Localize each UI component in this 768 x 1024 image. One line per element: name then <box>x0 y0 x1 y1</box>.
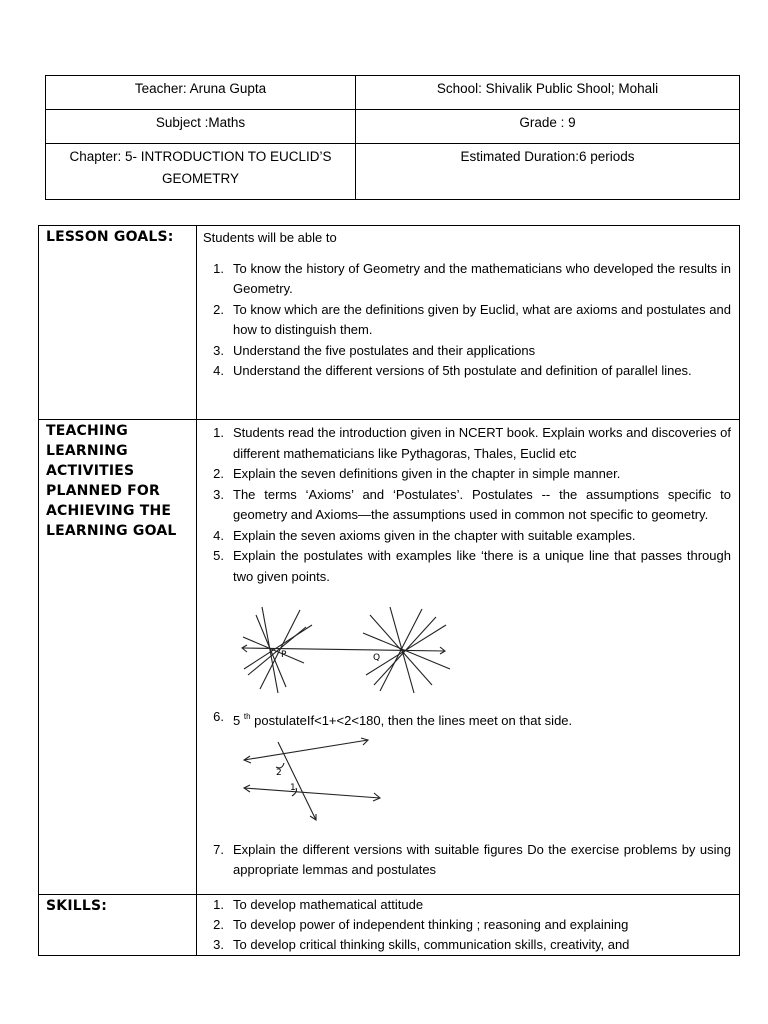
school-cell: School: Shivalik Public Shool; Mohali <box>356 76 740 110</box>
item-text: To develop mathematical attitude <box>233 897 424 912</box>
item-text: Explain the seven definitions given in the chapter in simple manner. <box>233 466 621 481</box>
list-item <box>203 361 731 382</box>
fifth-postulate-figure <box>240 736 390 828</box>
list-item <box>203 485 731 526</box>
point-p-label: P <box>281 650 287 660</box>
teaching-label-line: ACHIEVING THE <box>46 503 172 519</box>
teaching-label-cell <box>39 420 197 895</box>
angle-1-label: 1 <box>290 782 296 793</box>
lesson-goals-intro: Students will be able to <box>203 230 337 245</box>
header-table <box>45 75 740 200</box>
teaching-label-line: LEARNING <box>46 443 128 459</box>
skills-list <box>203 895 731 955</box>
teacher-cell: Teacher: Aruna Gupta <box>46 76 356 110</box>
item-text: Explain the postulates with examples like ‘there is a unique line that passes through two given points. <box>233 548 731 584</box>
item-text: To know the history of Geometry and the mathematicians who developed the results in Geometry. <box>233 260 731 296</box>
chapter-line-1: Chapter: 5- INTRODUCTION TO EUCLID’S <box>69 149 332 164</box>
list-item <box>203 464 731 485</box>
unique-line-figure <box>240 605 455 697</box>
lesson-goals-label: LESSON GOALS: <box>46 229 174 245</box>
item-number: 2. <box>213 466 224 481</box>
duration-cell: Estimated Duration:6 periods <box>356 144 740 200</box>
chapter-line-2: GEOMETRY <box>161 171 239 186</box>
item-number: 5. <box>213 548 224 563</box>
teaching-list-item7 <box>203 840 731 881</box>
item-number: 3. <box>213 486 224 502</box>
teaching-list-item6 <box>203 707 731 732</box>
item-text: To develop power of independent thinking ; reasoning and explaining <box>233 917 629 932</box>
list-item <box>203 546 731 587</box>
item-number: 6. <box>213 709 224 724</box>
item-number: 1. <box>213 425 224 440</box>
list-item <box>203 915 731 935</box>
subject-cell: Subject :Maths <box>46 110 356 144</box>
teaching-label-line: LEARNING GOAL <box>46 523 177 539</box>
item-number: 4. <box>213 363 224 378</box>
teaching-label-line: ACTIVITIES <box>46 463 135 479</box>
list-item <box>203 840 731 881</box>
lesson-goals-content-cell <box>197 226 740 420</box>
teaching-label <box>39 420 196 541</box>
teaching-label-line: PLANNED FOR <box>46 483 160 499</box>
list-item <box>203 526 731 547</box>
skills-content-cell <box>197 895 740 956</box>
item-number: 4. <box>213 527 224 543</box>
teaching-activities-row <box>39 420 740 895</box>
lesson-goals-label-cell <box>39 226 197 420</box>
item-number: 3. <box>213 342 224 358</box>
item-text: To develop critical thinking skills, communication skills, creativity, and <box>233 937 630 952</box>
grade-cell: Grade : 9 <box>356 110 740 144</box>
item-text: Explain the seven axioms given in the chapter with suitable examples. <box>233 527 636 543</box>
teaching-list <box>203 420 731 587</box>
skills-label: SKILLS: <box>46 898 108 914</box>
item-number: 2. <box>213 301 224 317</box>
item-text: To know which are the definitions given by Euclid, what are axioms and postulates and how to distinguish them. <box>233 301 731 337</box>
skills-label-cell <box>39 895 197 956</box>
list-item <box>203 341 731 362</box>
item-number: 7. <box>213 841 224 857</box>
teaching-label-line: TEACHING <box>46 423 128 439</box>
item-text: The terms ‘Axioms’ and ‘Postulates’. Postulates -- the assumptions specific to geometry and Axioms—the assumptions used in common not specific to geometry. <box>233 486 731 522</box>
teaching-content-cell <box>197 420 740 895</box>
list-item <box>203 707 731 732</box>
list-item <box>203 423 731 464</box>
item-number: 1. <box>213 897 224 912</box>
point-q-label: Q <box>373 653 381 663</box>
item-text: Explain the different versions with suitable figures Do the exercise problems by using appropriate lemmas and postulates <box>233 841 731 877</box>
item-text: 5 $^{th}$ postulateIf<1+<2<180, then the lines meet on that side. <box>233 712 573 728</box>
list-item <box>203 300 731 341</box>
lesson-goals-list <box>203 259 731 382</box>
chapter-cell <box>46 144 356 200</box>
list-item <box>203 895 731 915</box>
angle-2-label: 2 <box>276 767 282 778</box>
item-number: 1. <box>213 260 224 276</box>
lesson-goals-row <box>39 226 740 420</box>
item-number: 2. <box>213 917 224 932</box>
item-number: 3. <box>213 937 224 952</box>
item-text: Understand the five postulates and their applications <box>233 342 536 358</box>
lesson-plan-table <box>38 225 740 956</box>
skills-row <box>39 895 740 956</box>
list-item <box>203 259 731 300</box>
list-item <box>203 935 731 955</box>
item-text: Students read the introduction given in NCERT book. Explain works and discoveries of different mathematicians like Pythagoras, Thales, Euclid etc <box>233 425 731 461</box>
item-text: Understand the different versions of 5th postulate and definition of parallel lines. <box>233 363 692 378</box>
